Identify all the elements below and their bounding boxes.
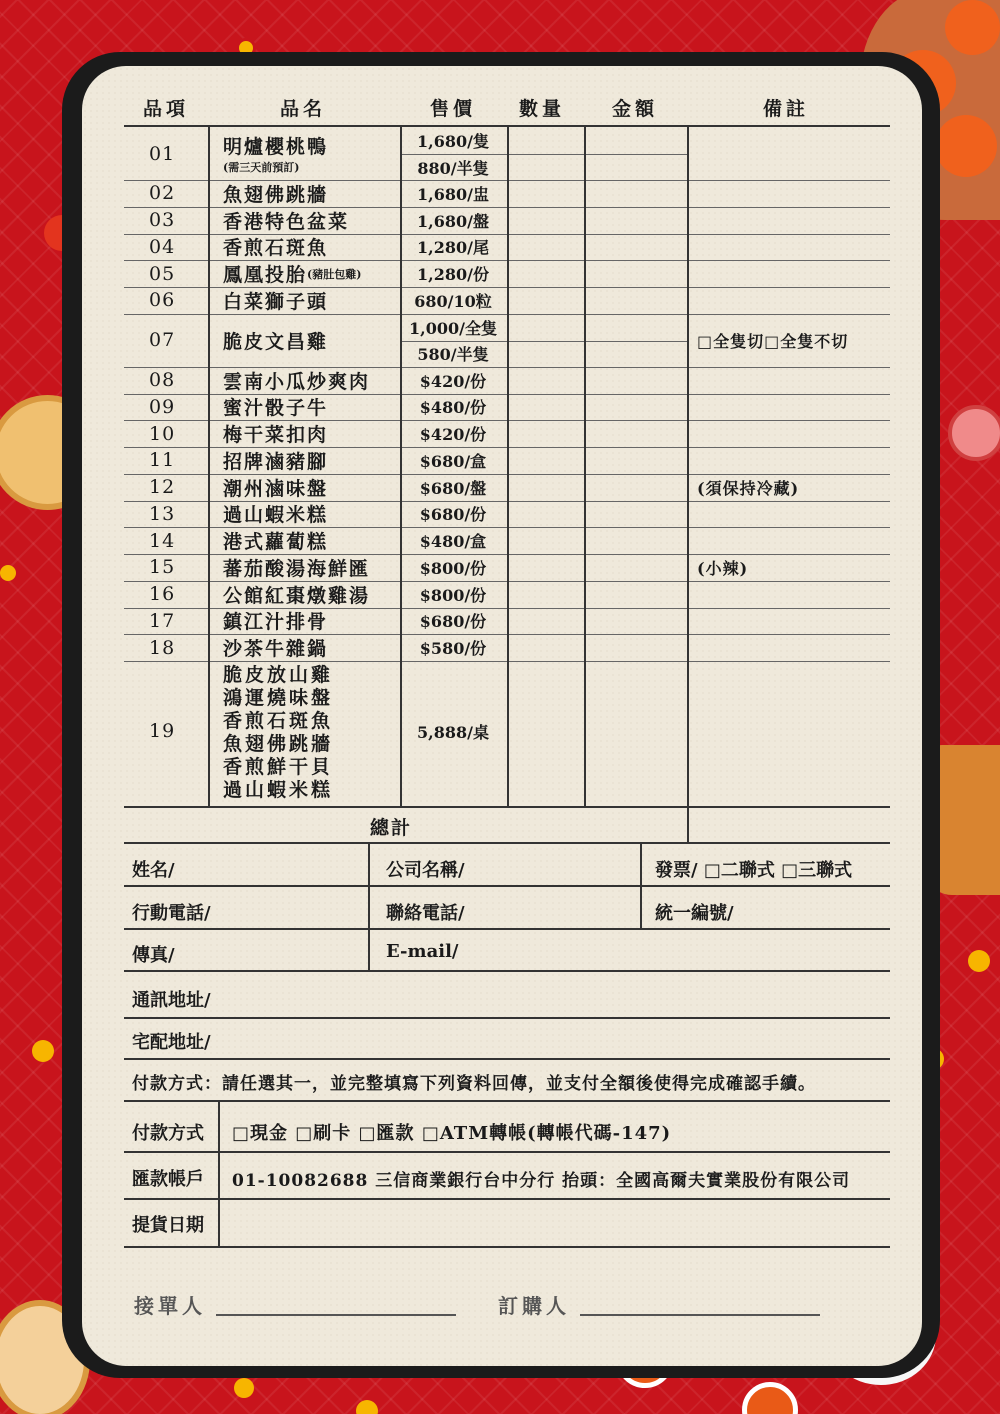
item-name: [223, 420, 328, 447]
item-name-text: 梅干菜扣肉: [223, 424, 329, 447]
item-name-text: 脆皮文昌雞: [223, 330, 329, 353]
form-divider: [218, 1100, 220, 1246]
column-divider: [208, 125, 210, 806]
qty-input[interactable]: [507, 394, 584, 421]
item-price: $680/份: [419, 612, 487, 632]
account-value: 01-10082688 三信商業銀行台中分行 抬頭：全國高爾夫實業股份有限公司: [232, 1171, 851, 1191]
item-name-text: 過山蝦米糕: [223, 504, 329, 527]
header-name: 品名: [280, 98, 327, 120]
header-price: 售價: [430, 98, 477, 120]
amount-input[interactable]: [584, 420, 687, 447]
item-name-text: 公館紅棗燉雞湯: [223, 584, 371, 607]
qty-input[interactable]: [507, 420, 584, 447]
total-label: 總計: [370, 816, 413, 839]
item-price: $580/份: [419, 639, 487, 659]
item-name: [223, 634, 328, 661]
qty-input[interactable]: [507, 447, 584, 474]
column-divider: [400, 125, 402, 806]
amount-input[interactable]: [584, 287, 687, 314]
item-name: [223, 287, 328, 314]
item-number: 14: [149, 529, 176, 552]
table-bottom-rule: [124, 806, 890, 808]
item-name: [223, 180, 328, 207]
column-divider: [584, 125, 586, 806]
set-menu-dish: 香煎石斑魚: [223, 710, 334, 732]
amount-input[interactable]: [584, 234, 687, 261]
orderer-signature-line[interactable]: [580, 1314, 820, 1316]
set-menu-dish: 魚翅佛跳牆: [223, 733, 334, 755]
payment-method-options[interactable]: □現金 □刷卡 □匯款 □ATM轉帳(轉帳代碼-147): [232, 1123, 672, 1144]
form-rule: [124, 885, 890, 887]
item-name-text: 港式蘿蔔糕: [223, 531, 329, 554]
item-price: $420/份: [419, 425, 487, 445]
item-remark: (須保持冷藏): [697, 478, 800, 498]
receiver-signature-line[interactable]: [216, 1314, 456, 1316]
item-name: [223, 554, 370, 581]
item-number: 02: [149, 182, 176, 205]
item-name-text: 蜜汁骰子牛: [223, 397, 329, 420]
item-number: 18: [149, 636, 176, 659]
amount-input[interactable]: [584, 634, 687, 661]
contact-phone-field[interactable]: 聯絡電話/: [386, 903, 465, 924]
receiver-label: 接單人: [134, 1294, 206, 1318]
qty-input[interactable]: [507, 474, 584, 501]
set-menu-dish: 鴻運燒味盤: [223, 687, 334, 709]
form-divider: [640, 842, 642, 928]
item-number: 03: [149, 209, 176, 232]
set-menu-dish: 脆皮放山雞: [223, 664, 334, 686]
orderer-label: 訂購人: [498, 1294, 570, 1318]
item-name-note: (需三天前預訂): [223, 161, 300, 174]
item-name: [223, 234, 328, 261]
form-rule: [124, 1198, 890, 1200]
qty-input[interactable]: [507, 554, 584, 581]
item-name: [223, 314, 328, 367]
item-name-text: 潮州滷味盤: [223, 477, 329, 500]
mobile-field[interactable]: 行動電話/: [132, 903, 211, 924]
form-rule: [124, 1151, 890, 1153]
item-name: [223, 127, 328, 180]
item-number: 11: [149, 449, 176, 472]
fax-field[interactable]: 傳真/: [132, 945, 175, 966]
item-price: 580/半隻: [417, 345, 489, 365]
item-price: $800/份: [419, 585, 487, 605]
row-divider: [400, 341, 687, 342]
item-name-text: 雲南小瓜炒爽肉: [223, 370, 371, 393]
column-divider: [507, 125, 509, 806]
account-label: 匯款帳戶: [132, 1169, 204, 1190]
item-price: $480/盒: [419, 532, 487, 552]
item-price: $480/份: [419, 398, 487, 418]
item-number: 09: [149, 395, 176, 418]
payment-method-label: 付款方式: [132, 1123, 204, 1144]
item-name-text: 鳳凰投胎: [223, 264, 308, 287]
item-name-text: 蕃茄酸湯海鮮匯: [223, 557, 371, 580]
email-field[interactable]: E-mail/: [386, 941, 459, 962]
item-number: 01: [149, 142, 176, 165]
delivery-address-field[interactable]: 宅配地址/: [132, 1032, 211, 1053]
item-price: 680/10粒: [414, 291, 492, 311]
item-name-text: 招牌滷豬腳: [223, 450, 329, 473]
item-name: [223, 447, 328, 474]
amount-input[interactable]: [584, 474, 687, 501]
form-rule: [124, 1058, 890, 1060]
form-rule: [124, 928, 890, 930]
amount-input[interactable]: [584, 527, 687, 554]
item-name-text: 香港特色盆菜: [223, 210, 350, 233]
coin-decoration: [356, 1400, 378, 1414]
item-price: 1,280/尾: [417, 238, 489, 258]
qty-input[interactable]: [507, 608, 584, 635]
item-number: 10: [149, 422, 176, 445]
item-number: 15: [149, 556, 176, 579]
form-rule: [124, 1017, 890, 1019]
name-field[interactable]: 姓名/: [132, 860, 175, 881]
qty-input[interactable]: [507, 527, 584, 554]
amount-input[interactable]: [584, 581, 687, 608]
item-price: $420/份: [419, 371, 487, 391]
company-field[interactable]: 公司名稱/: [386, 860, 465, 881]
item-number: 04: [149, 235, 176, 258]
qty-input[interactable]: [507, 501, 584, 528]
qty-input[interactable]: [507, 234, 584, 261]
coin-decoration: [0, 565, 16, 581]
item-name: [223, 581, 370, 608]
amount-input[interactable]: [584, 447, 687, 474]
coin-decoration: [234, 1378, 254, 1398]
item-price: 1,680/隻: [417, 131, 489, 151]
item-name: [223, 527, 328, 554]
item-number: 16: [149, 583, 176, 606]
orange-fruit-decoration: [945, 0, 1000, 55]
item-price: $800/份: [419, 558, 487, 578]
set-menu-price: 5,888/桌: [417, 722, 489, 742]
item-price: $680/盒: [419, 451, 487, 471]
form-rule: [124, 1100, 890, 1102]
amount-input[interactable]: [584, 180, 687, 207]
item-remark: □全隻切□全隻不切: [697, 331, 849, 351]
total-rule: [124, 842, 890, 844]
item-name-text: 魚翅佛跳牆: [223, 183, 329, 206]
header-remark: 備註: [763, 98, 810, 120]
amount-input[interactable]: [584, 207, 687, 234]
qty-input[interactable]: [507, 367, 584, 394]
header-item: 品項: [143, 98, 190, 120]
item-name: [223, 608, 328, 635]
item-name-text: 鎮江汁排骨: [223, 611, 329, 634]
row-divider: [400, 154, 687, 155]
mail-address-field[interactable]: 通訊地址/: [132, 990, 211, 1011]
form-rule: [124, 970, 890, 972]
set-menu-dish: 香煎鮮干貝: [223, 756, 334, 778]
set-menu-dish: 過山蝦米糕: [223, 779, 334, 801]
lotus-root-decoration: [948, 405, 1000, 461]
item-name: [223, 501, 328, 528]
amount-input[interactable]: [584, 394, 687, 421]
item-number: 13: [149, 502, 176, 525]
item-name-text: 香煎石斑魚: [223, 237, 329, 260]
item-price: 1,680/盤: [417, 211, 489, 231]
item-remark: (小辣): [697, 558, 749, 578]
item-number: 07: [149, 329, 176, 352]
item-number: 19: [149, 720, 176, 742]
qty-input[interactable]: [507, 581, 584, 608]
set-menu-dishes: [223, 664, 333, 802]
amount-input[interactable]: [584, 367, 687, 394]
item-price: $680/份: [419, 505, 487, 525]
amount-input[interactable]: [584, 554, 687, 581]
amount-input[interactable]: [584, 260, 687, 287]
item-name-text: 沙茶牛雜鍋: [223, 638, 329, 661]
qty-input[interactable]: [507, 287, 584, 314]
item-price: 1,000/全隻: [409, 318, 497, 338]
item-number: 06: [149, 289, 176, 312]
item-price: 880/半隻: [417, 158, 489, 178]
coin-decoration: [968, 950, 990, 972]
item-name-text: 明爐櫻桃鴨: [223, 136, 329, 158]
form-divider: [368, 842, 370, 970]
form-rule: [124, 1246, 890, 1248]
qty-input[interactable]: [507, 207, 584, 234]
payment-note: 付款方式：請任選其一，並完整填寫下列資料回傳，並支付全額後使得完成確認手續。: [132, 1074, 816, 1094]
item-name: [223, 367, 370, 394]
header-amount: 金額: [612, 98, 659, 120]
amount-input[interactable]: [584, 501, 687, 528]
item-name: [223, 207, 349, 234]
qty-input[interactable]: [507, 260, 584, 287]
item-number: 08: [149, 369, 176, 392]
orange-fruit-decoration: [935, 115, 997, 177]
item-price: $680/盤: [419, 478, 487, 498]
item-number: 05: [149, 262, 176, 285]
item-name: [223, 474, 328, 501]
item-name: [223, 260, 361, 287]
column-divider: [687, 125, 689, 842]
tax-id-field[interactable]: 統一編號/: [655, 903, 734, 924]
qty-input[interactable]: [507, 180, 584, 207]
item-name-note: (豬肚包雞): [307, 267, 362, 281]
coin-decoration: [32, 1040, 54, 1062]
item-name: [223, 394, 328, 421]
qty-input[interactable]: [507, 634, 584, 661]
header-qty: 數量: [519, 98, 566, 120]
pickup-date-label: 提貨日期: [132, 1215, 204, 1236]
invoice-field[interactable]: 發票/ □二聯式 □三聯式: [655, 860, 853, 881]
item-name-text: 白菜獅子頭: [223, 290, 329, 313]
amount-input[interactable]: [584, 608, 687, 635]
item-price: 1,680/盅: [417, 184, 489, 204]
item-number: 17: [149, 609, 176, 632]
item-number: 12: [149, 476, 176, 499]
tea-cup-decoration: [742, 1382, 798, 1414]
item-price: 1,280/份: [417, 265, 489, 285]
